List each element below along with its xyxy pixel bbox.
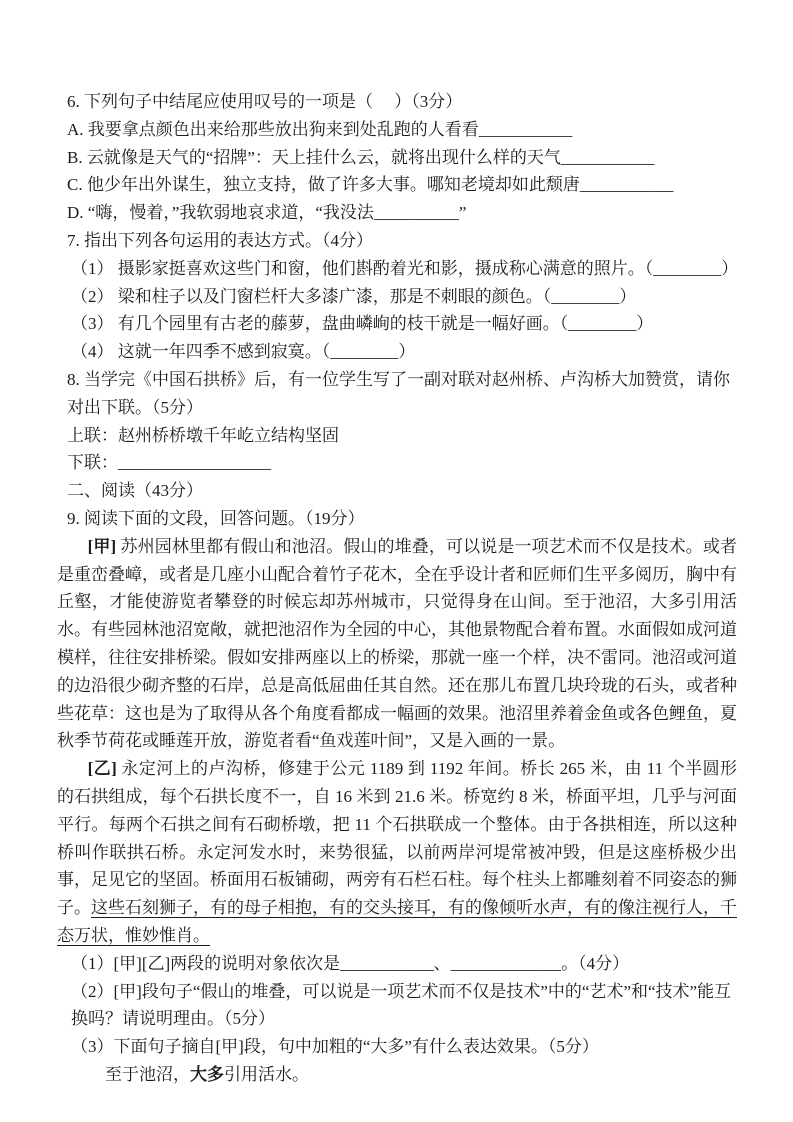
question-7-item-2: （2） 梁和柱子以及门窗栏杆大多漆广漆，那是不刺眼的颜色。（________） (71, 286, 637, 306)
passage-yi-text: 永定河上的卢沟桥，修建于公元 1189 到 1192 年间。桥长 265 米，由 11 个半圆形的石拱组成，每个石拱长度不一，自 16 米到 21.6 米。桥宽约 8 米，桥面平坦，几乎与河面平行。每两个石拱之间有石砌桥墩，把 11 个石拱联成一个整体。由于各拱相连，所以这种桥叫作联拱石桥。永定河发水时，来势很猛，以前两岸河堤常被冲毁，但是这座桥极少出事，足见它的坚固。桥面用石板铺砌，两旁有石栏石柱。每个柱头上都雕刻着不同姿态的狮子。 (57, 759, 738, 918)
lower-couplet-label: 下联： (67, 453, 118, 473)
passage-yi-underlined-sentence: 这些石刻狮子，有的母子相抱，有的交头接耳，有的像倾听水声，有的像注视行人，千态万状，惟妙惟肖。 (57, 898, 737, 945)
question-9-sub-3: （3）下面句子摘自[甲]段，句中加粗的“大多”有什么表达效果。（5分） (71, 1037, 599, 1057)
question-9-sub-1: （1）[甲][乙]两段的说明对象依次是___________、_____________。（4分） (71, 953, 630, 973)
question-6-option-b: B. 云就像是天气的“招牌”：天上挂什么云，就将出现什么样的天气___________ (67, 147, 655, 167)
quote-pre: 至于池沼， (105, 1064, 190, 1084)
passage-yi (57, 755, 737, 950)
quote-post: 引用活水。 (224, 1064, 309, 1084)
question-7-stem: 7. 指出下列各句运用的表达方式。（4分） (67, 230, 373, 250)
passage-jia-tag: [甲] (87, 536, 117, 556)
question-6-option-a: A. 我要拿点颜色出来给那些放出狗来到处乱跑的人看看___________ (67, 119, 573, 139)
section-2-heading: 二、阅读（43分） (67, 481, 203, 501)
quote-bold-word: 大多 (190, 1064, 224, 1084)
question-6-stem: 6. 下列句子中结尾应使用叹号的一项是（ ）（3分） (67, 92, 463, 111)
question-9-sub-2: （2）[甲]段句子“假山的堆叠，可以说是一项艺术而不仅是技术”中的“艺术”和“技术”能互换吗？请说明理由。（5分） (71, 981, 732, 1029)
question-8-upper-couplet: 上联：赵州桥桥墩千年屹立结构坚固 (67, 425, 339, 445)
question-6-option-c: C. 他少年出外谋生，独立支持，做了许多大事。哪知老境却如此颓唐___________ (67, 175, 674, 195)
passage-jia (57, 533, 737, 755)
passage-yi-tag: [乙] (87, 759, 117, 779)
question-8-stem: 8. 当学完《中国石拱桥》后，有一位学生写了一副对联对赵州桥、卢沟桥大加赞赏，请你对出下联。（5分） (67, 369, 730, 417)
question-7-item-1: （1） 摄影家挺喜欢这些门和窗，他们斟酌着光和影，摄成称心满意的照片。（________） (71, 258, 739, 278)
question-6-option-d: D. “嗨，慢着，”我软弱地哀求道，“我没法__________” (67, 203, 467, 223)
passage-jia-text: 苏州园林里都有假山和池沼。假山的堆叠，可以说是一项艺术而不仅是技术。或者是重峦叠嶂，或者是几座小山配合着竹子花木，全在乎设计者和匠师们生平多阅历，胸中有丘壑，才能使游览者攀登的时候忘却苏州城市，只觉得身在山间。至于池沼，大多引用活水。有些园林池沼宽敞，就把池沼作为全园的中心，其他景物配合着布置。水面假如成河道模样，往往安排桥梁。假如安排两座以上的桥梁，那就一座一个样，决不雷同。池沼或河道的边沿很少砌齐整的石岸，总是高低屈曲任其自然。还在那儿布置几块玲珑的石头，或者种些花草：这也是为了取得从各个角度看都成一幅画的效果。池沼里养着金鱼或各色鲤鱼，夏秋季节荷花或睡莲开放，游览者看“鱼戏莲叶间”，又是入画的一景。 (57, 536, 737, 751)
question-7-item-3: （3） 有几个园里有古老的藤萝，盘曲嶙峋的枝干就是一幅好画。（________） (71, 314, 654, 334)
question-9-quote-sentence (67, 1061, 737, 1089)
lower-couplet-answer-blank: __________________ (118, 453, 271, 473)
question-7-item-4: （4） 这就一年四季不感到寂寞。（________） (71, 342, 416, 362)
question-8-lower-couplet (67, 449, 737, 477)
question-9-stem: 9. 阅读下面的文段，回答问题。（19分） (67, 508, 365, 528)
